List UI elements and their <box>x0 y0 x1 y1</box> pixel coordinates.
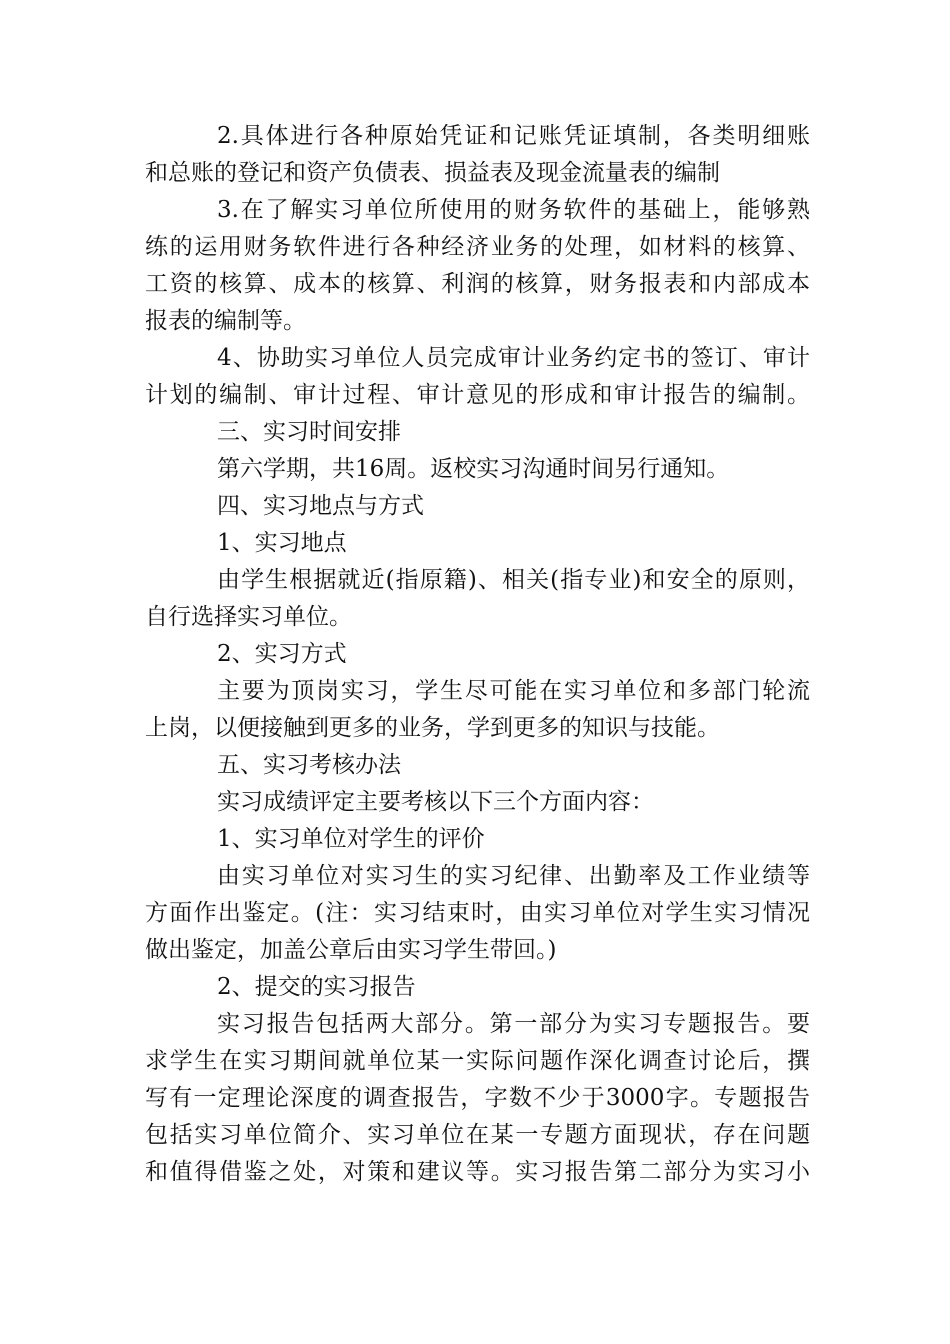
text-line: 报表的编制等。 <box>145 308 306 334</box>
text-line: 实习成绩评定主要考核以下三个方面内容： <box>217 789 654 815</box>
text-line: 三、实习时间安排 <box>217 419 401 445</box>
text-line: 实习报告包括两大部分。第一部分为实习专题报告。要 <box>217 1011 810 1037</box>
text-line: 第六学期，共16周。返校实习沟通时间另行通知。 <box>217 456 730 482</box>
text-line: 写有一定理论深度的调查报告，字数不少于3000字。专题报告 <box>145 1085 810 1111</box>
text-line: 4、协助实习单位人员完成审计业务约定书的签订、审计 <box>217 345 810 371</box>
text-line: 3.在了解实习单位所使用的财务软件的基础上，能够熟 <box>217 197 810 223</box>
document-page <box>145 118 810 1191</box>
text-line: 自行选择实习单位。 <box>145 604 352 630</box>
text-line: 1、实习地点 <box>217 530 347 556</box>
text-line: 和总账的登记和资产负债表、损益表及现金流量表的编制 <box>145 160 720 186</box>
text-line: 计划的编制、审计过程、审计意见的形成和审计报告的编制。 <box>145 382 810 408</box>
text-line: 求学生在实习期间就单位某一实际问题作深化调查讨论后，撰 <box>145 1048 810 1074</box>
text-line: 2.具体进行各种原始凭证和记账凭证填制，各类明细账 <box>217 123 810 149</box>
text-line: 和值得借鉴之处，对策和建议等。实习报告第二部分为实习小 <box>145 1159 810 1185</box>
text-line: 练的运用财务软件进行各种经济业务的处理，如材料的核算、 <box>145 234 810 260</box>
text-line: 五、实习考核办法 <box>217 752 401 778</box>
text-line: 方面作出鉴定。(注：实习结束时，由实习单位对学生实习情况 <box>145 900 810 926</box>
text-line: 包括实习单位简介、实习单位在某一专题方面现状，存在问题 <box>145 1122 810 1148</box>
text-line: 2、提交的实习报告 <box>217 974 416 1000</box>
text-line: 工资的核算、成本的核算、利润的核算，财务报表和内部成本 <box>145 271 810 297</box>
text-line: 1、实习单位对学生的评价 <box>217 826 485 852</box>
text-line: 2、实习方式 <box>217 641 347 667</box>
text-line: 主要为顶岗实习，学生尽可能在实习单位和多部门轮流 <box>217 678 810 704</box>
text-line: 上岗，以便接触到更多的业务，学到更多的知识与技能。 <box>145 715 720 741</box>
text-line: 由实习单位对实习生的实习纪律、出勤率及工作业绩等 <box>217 863 810 889</box>
text-line: 由学生根据就近(指原籍)、相关(指专业)和安全的原则， <box>217 567 810 593</box>
text-line: 四、实习地点与方式 <box>217 493 424 519</box>
text-line: 做出鉴定，加盖公章后由实习学生带回。) <box>145 937 557 963</box>
